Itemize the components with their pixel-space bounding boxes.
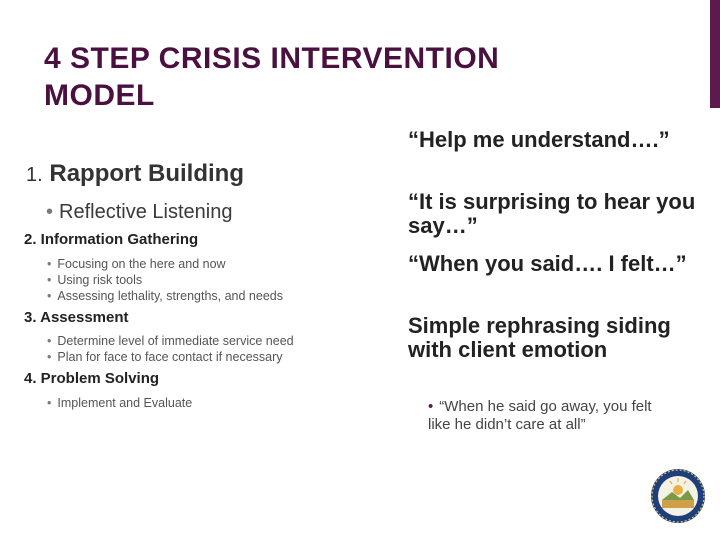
bullet-icon: •	[47, 289, 52, 303]
quote-1: “Help me understand….”	[408, 127, 670, 152]
bullet-icon: •	[47, 257, 52, 271]
bullet-icon: •	[428, 398, 434, 415]
step-4-heading: 4. Problem Solving	[24, 370, 160, 387]
list-item: • Focusing on the here and now	[47, 257, 226, 271]
slide-title: 4 STEP CRISIS INTERVENTION MODEL	[44, 42, 500, 112]
example-quote-text: “When he said go away, you felt like he didn’t care at all”	[428, 398, 652, 433]
bullet-icon: •	[47, 396, 52, 410]
bullet-icon: •	[47, 334, 52, 348]
county-seal-icon	[650, 468, 706, 524]
step-1-heading	[26, 160, 244, 188]
rephrasing-note: Simple rephrasing siding with client emotion	[408, 313, 671, 362]
quote-2: “It is surprising to hear you say…”	[408, 189, 696, 238]
step-3-heading: 3. Assessment	[24, 309, 129, 326]
step-1-number: 1.	[26, 164, 43, 186]
quote-3: “When you said…. I felt…”	[408, 251, 687, 276]
list-item: • Plan for face to face contact if necessary	[47, 350, 283, 364]
step-1-sub-text: Reflective Listening	[59, 201, 233, 223]
accent-bar	[710, 0, 720, 108]
list-item: • Implement and Evaluate	[47, 396, 193, 410]
bullet-icon: •	[47, 273, 52, 287]
list-item: • Assessing lethality, strengths, and needs	[47, 289, 283, 303]
bullet-icon: •	[46, 201, 54, 223]
bullet-icon: •	[47, 350, 52, 364]
step-2-heading: 2. Information Gathering	[24, 231, 199, 248]
example-quote	[428, 398, 678, 434]
step-1-sub	[46, 201, 232, 224]
list-item: • Determine level of immediate service need	[47, 334, 294, 348]
step-1-label: Rapport Building	[49, 160, 244, 187]
list-item: • Using risk tools	[47, 273, 143, 287]
